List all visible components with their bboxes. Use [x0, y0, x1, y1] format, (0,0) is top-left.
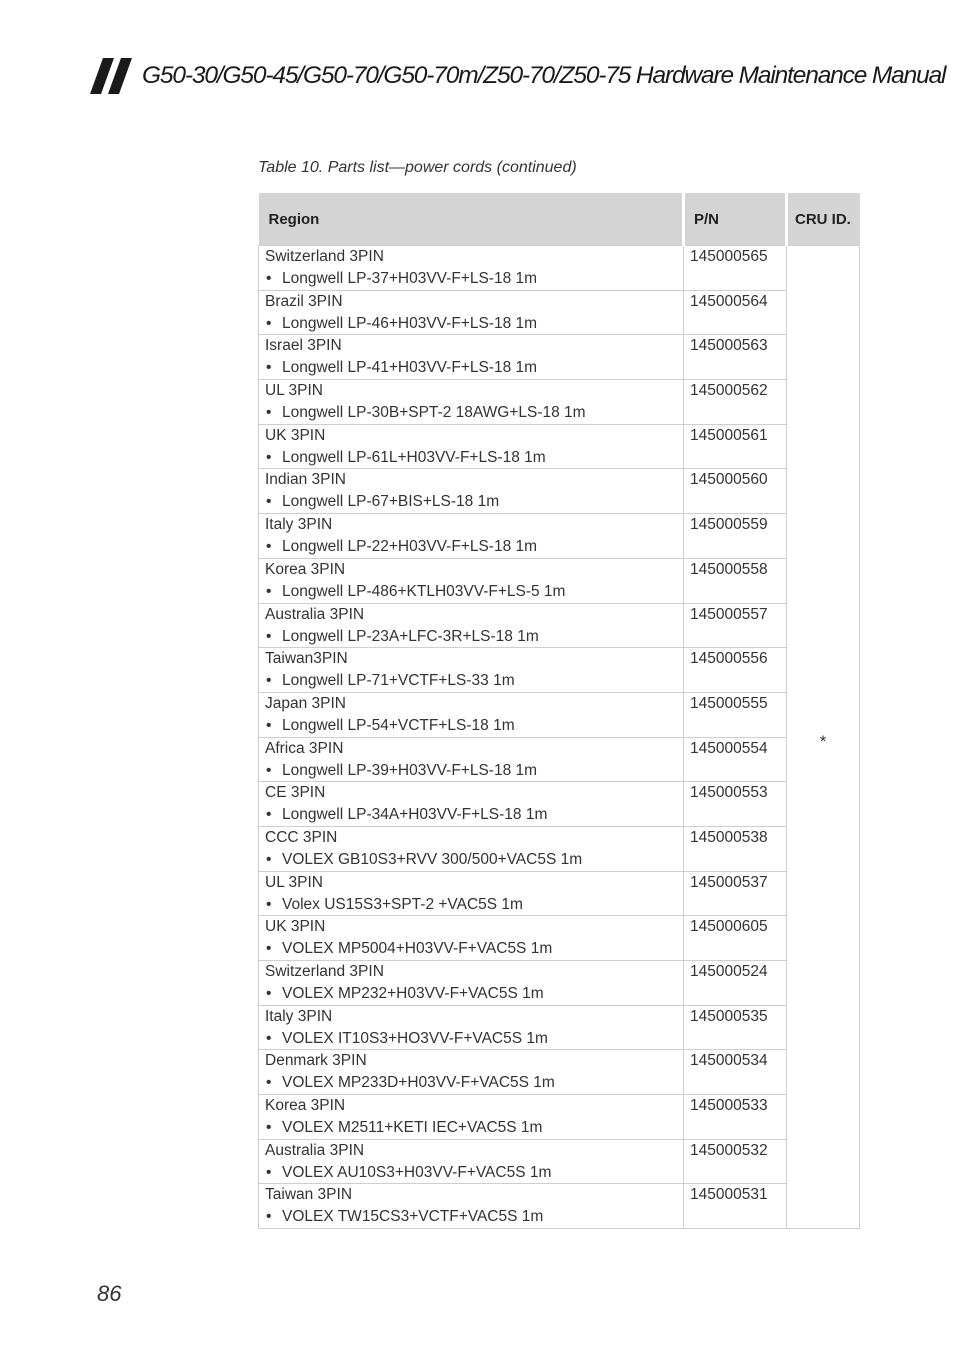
table-row	[259, 1139, 860, 1184]
part-number: 145000556	[690, 650, 768, 668]
table-row	[259, 1050, 860, 1095]
region-name: Italy 3PIN	[265, 516, 333, 534]
pn-cell	[684, 1139, 787, 1184]
page-number: 86	[97, 1281, 122, 1306]
pn-cell	[684, 782, 787, 827]
part-text: Longwell LP-34A+H03VV-F+LS-18 1m	[282, 806, 548, 824]
part-description	[265, 1207, 683, 1227]
part-number: 145000555	[690, 694, 768, 712]
region-cell	[259, 246, 684, 291]
pn-cell	[684, 916, 787, 961]
bullet-icon: •	[266, 716, 272, 734]
part-text: Longwell LP-30B+SPT-2 18AWG+LS-18 1m	[282, 404, 586, 422]
region-name: Denmark 3PIN	[265, 1052, 367, 1070]
region-cell	[259, 335, 684, 380]
region-name: Taiwan 3PIN	[265, 1186, 353, 1204]
pn-cell	[684, 1184, 787, 1229]
table-row	[259, 692, 860, 737]
part-number: 145000554	[690, 739, 768, 757]
part-text: VOLEX MP232+H03VV-F+VAC5S 1m	[282, 985, 544, 1002]
part-number: 145000605	[690, 918, 768, 936]
region-name: Israel 3PIN	[265, 337, 342, 355]
bullet-icon: •	[266, 940, 272, 958]
table-row	[259, 648, 860, 693]
pn-cell	[684, 826, 787, 871]
part-number: 145000563	[690, 337, 768, 355]
part-description	[265, 582, 683, 602]
region-cell	[259, 1050, 684, 1095]
region-cell	[259, 692, 684, 737]
bullet-icon: •	[266, 850, 272, 868]
table-row	[259, 871, 860, 916]
part-description	[265, 358, 683, 378]
region-name: Korea 3PIN	[265, 560, 346, 578]
region-cell	[259, 558, 684, 603]
table-row	[259, 380, 860, 425]
pn-cell	[684, 335, 787, 380]
part-number: 145000562	[690, 382, 768, 400]
bullet-icon: •	[266, 672, 272, 690]
table-header-row	[259, 193, 860, 246]
region-name: Africa 3PIN	[265, 739, 344, 757]
bullet-icon: •	[266, 1163, 272, 1181]
part-text: Longwell LP-67+BIS+LS-18 1m	[282, 493, 500, 511]
bullet-icon: •	[266, 582, 272, 600]
column-header-region: Region	[259, 193, 684, 246]
bullet-icon: •	[266, 1208, 272, 1226]
part-description	[265, 716, 683, 736]
region-cell	[259, 1095, 684, 1140]
table-row	[259, 335, 860, 380]
part-text: Longwell LP-54+VCTF+LS-18 1m	[282, 716, 515, 734]
part-text: Volex US15S3+SPT-2 +VAC5S 1m	[282, 895, 523, 913]
region-cell	[259, 514, 684, 559]
table-row	[259, 1095, 860, 1140]
table-row	[259, 916, 860, 961]
part-description	[265, 1029, 683, 1049]
pn-cell	[684, 558, 787, 603]
part-description	[265, 1073, 683, 1093]
part-number: 145000532	[690, 1141, 768, 1159]
bullet-icon: •	[266, 1029, 272, 1047]
region-cell	[259, 826, 684, 871]
part-number: 145000537	[690, 873, 768, 891]
part-number: 145000538	[690, 828, 768, 846]
part-description	[265, 1163, 683, 1183]
pn-cell	[684, 1005, 787, 1050]
part-number: 145000557	[690, 605, 768, 623]
region-cell	[259, 648, 684, 693]
table-row	[259, 514, 860, 559]
part-number: 145000524	[690, 963, 768, 980]
bullet-icon: •	[266, 985, 272, 1002]
part-text: Longwell LP-71+VCTF+LS-33 1m	[282, 672, 515, 690]
bullet-icon: •	[266, 404, 272, 422]
bullet-icon: •	[266, 1074, 272, 1092]
table-row	[259, 469, 860, 514]
table-caption: Table 10. Parts list—power cords (continued)	[258, 159, 577, 176]
manual-title: G50-30/G50-45/G50-70/G50-70m/Z50-70/Z50-75 Hardware Maintenance Manual	[142, 62, 946, 89]
pn-cell	[684, 648, 787, 693]
table-row	[259, 424, 860, 469]
pn-cell	[684, 380, 787, 425]
region-name: CE 3PIN	[265, 784, 326, 802]
part-text: VOLEX M2511+KETI IEC+VAC5S 1m	[282, 1119, 543, 1137]
part-text: VOLEX AU10S3+H03VV-F+VAC5S 1m	[282, 1163, 552, 1181]
region-cell	[259, 1184, 684, 1229]
part-number: 145000561	[690, 426, 768, 444]
pn-cell	[684, 961, 787, 1006]
part-description	[265, 1118, 683, 1138]
table-row	[259, 737, 860, 782]
region-name: Australia 3PIN	[265, 1141, 365, 1159]
part-description	[265, 537, 683, 557]
part-number: 145000553	[690, 784, 768, 802]
header-slash-logo	[90, 58, 134, 94]
pn-cell	[684, 737, 787, 782]
part-number: 145000534	[690, 1052, 768, 1070]
part-text: Longwell LP-39+H03VV-F+LS-18 1m	[282, 761, 538, 779]
bullet-icon: •	[266, 270, 272, 287]
region-name: Indian 3PIN	[265, 471, 346, 489]
column-header-pn: P/N	[684, 193, 787, 246]
part-number: 145000564	[690, 292, 768, 310]
part-description	[265, 269, 683, 289]
part-description	[265, 671, 683, 691]
table-row	[259, 603, 860, 648]
region-name: Taiwan3PIN	[265, 650, 348, 668]
column-header-cru-id: CRU ID.	[787, 193, 860, 246]
part-text: Longwell LP-41+H03VV-F+LS-18 1m	[282, 359, 538, 377]
part-description	[265, 850, 683, 870]
region-cell	[259, 1139, 684, 1184]
region-cell	[259, 961, 684, 1006]
part-number: 145000559	[690, 516, 768, 534]
region-name: Korea 3PIN	[265, 1097, 346, 1115]
region-name: UK 3PIN	[265, 918, 326, 936]
table-row	[259, 961, 860, 1006]
region-name: Brazil 3PIN	[265, 292, 343, 310]
part-text: VOLEX IT10S3+HO3VV-F+VAC5S 1m	[282, 1029, 548, 1047]
region-cell	[259, 424, 684, 469]
pn-cell	[684, 514, 787, 559]
pn-cell	[684, 290, 787, 335]
region-name: Australia 3PIN	[265, 605, 365, 623]
part-description	[265, 895, 683, 915]
bullet-icon: •	[266, 359, 272, 377]
part-text: Longwell LP-37+H03VV-F+LS-18 1m	[282, 270, 538, 287]
region-cell	[259, 380, 684, 425]
table-row	[259, 782, 860, 827]
part-text: VOLEX MP233D+H03VV-F+VAC5S 1m	[282, 1074, 555, 1092]
part-description	[265, 627, 683, 647]
pn-cell	[684, 603, 787, 648]
bullet-icon: •	[266, 761, 272, 779]
cru-id-cell: *	[787, 246, 860, 1229]
bullet-icon: •	[266, 493, 272, 511]
table-row	[259, 290, 860, 335]
part-description	[265, 314, 683, 334]
region-name: Italy 3PIN	[265, 1007, 333, 1025]
region-cell	[259, 1005, 684, 1050]
part-text: Longwell LP-61L+H03VV-F+LS-18 1m	[282, 448, 546, 466]
part-text: VOLEX MP5004+H03VV-F+VAC5S 1m	[282, 940, 553, 958]
region-name: UK 3PIN	[265, 426, 326, 444]
region-name: Japan 3PIN	[265, 694, 346, 712]
pn-cell	[684, 1095, 787, 1140]
region-cell	[259, 737, 684, 782]
region-name: Switzerland 3PIN	[265, 963, 384, 980]
part-description	[265, 761, 683, 781]
region-name: UL 3PIN	[265, 873, 324, 891]
region-name: CCC 3PIN	[265, 828, 338, 846]
pn-cell	[684, 424, 787, 469]
bullet-icon: •	[266, 538, 272, 556]
part-number: 145000533	[690, 1097, 768, 1115]
bullet-icon: •	[266, 627, 272, 645]
table-body	[259, 246, 860, 1229]
pn-cell	[684, 469, 787, 514]
part-number: 145000565	[690, 248, 768, 265]
part-text: Longwell LP-22+H03VV-F+LS-18 1m	[282, 538, 538, 556]
part-number: 145000560	[690, 471, 768, 489]
region-name: Switzerland 3PIN	[265, 248, 384, 265]
part-description	[265, 805, 683, 825]
part-number: 145000558	[690, 560, 768, 578]
region-cell	[259, 916, 684, 961]
part-description	[265, 492, 683, 512]
region-cell	[259, 782, 684, 827]
pn-cell	[684, 1050, 787, 1095]
region-cell	[259, 603, 684, 648]
bullet-icon: •	[266, 448, 272, 466]
table-row	[259, 1184, 860, 1229]
part-description	[265, 448, 683, 468]
region-cell	[259, 469, 684, 514]
part-description	[265, 939, 683, 959]
bullet-icon: •	[266, 895, 272, 913]
power-cords-table	[258, 193, 860, 1229]
bullet-icon: •	[266, 314, 272, 332]
table-row	[259, 1005, 860, 1050]
part-text: Longwell LP-46+H03VV-F+LS-18 1m	[282, 314, 538, 332]
table-row	[259, 826, 860, 871]
pn-cell	[684, 246, 787, 291]
pn-cell	[684, 871, 787, 916]
pn-cell	[684, 692, 787, 737]
region-cell	[259, 871, 684, 916]
table-row	[259, 246, 860, 291]
part-number: 145000535	[690, 1007, 768, 1025]
region-name: UL 3PIN	[265, 382, 324, 400]
part-description	[265, 403, 683, 423]
table-row	[259, 558, 860, 603]
bullet-icon: •	[266, 1119, 272, 1137]
part-text: Longwell LP-23A+LFC-3R+LS-18 1m	[282, 627, 539, 645]
part-description	[265, 984, 683, 1004]
bullet-icon: •	[266, 806, 272, 824]
part-text: VOLEX TW15CS3+VCTF+VAC5S 1m	[282, 1208, 544, 1226]
part-number: 145000531	[690, 1186, 768, 1204]
part-text: Longwell LP-486+KTLH03VV-F+LS-5 1m	[282, 582, 566, 600]
part-text: VOLEX GB10S3+RVV 300/500+VAC5S 1m	[282, 850, 583, 868]
region-cell	[259, 290, 684, 335]
